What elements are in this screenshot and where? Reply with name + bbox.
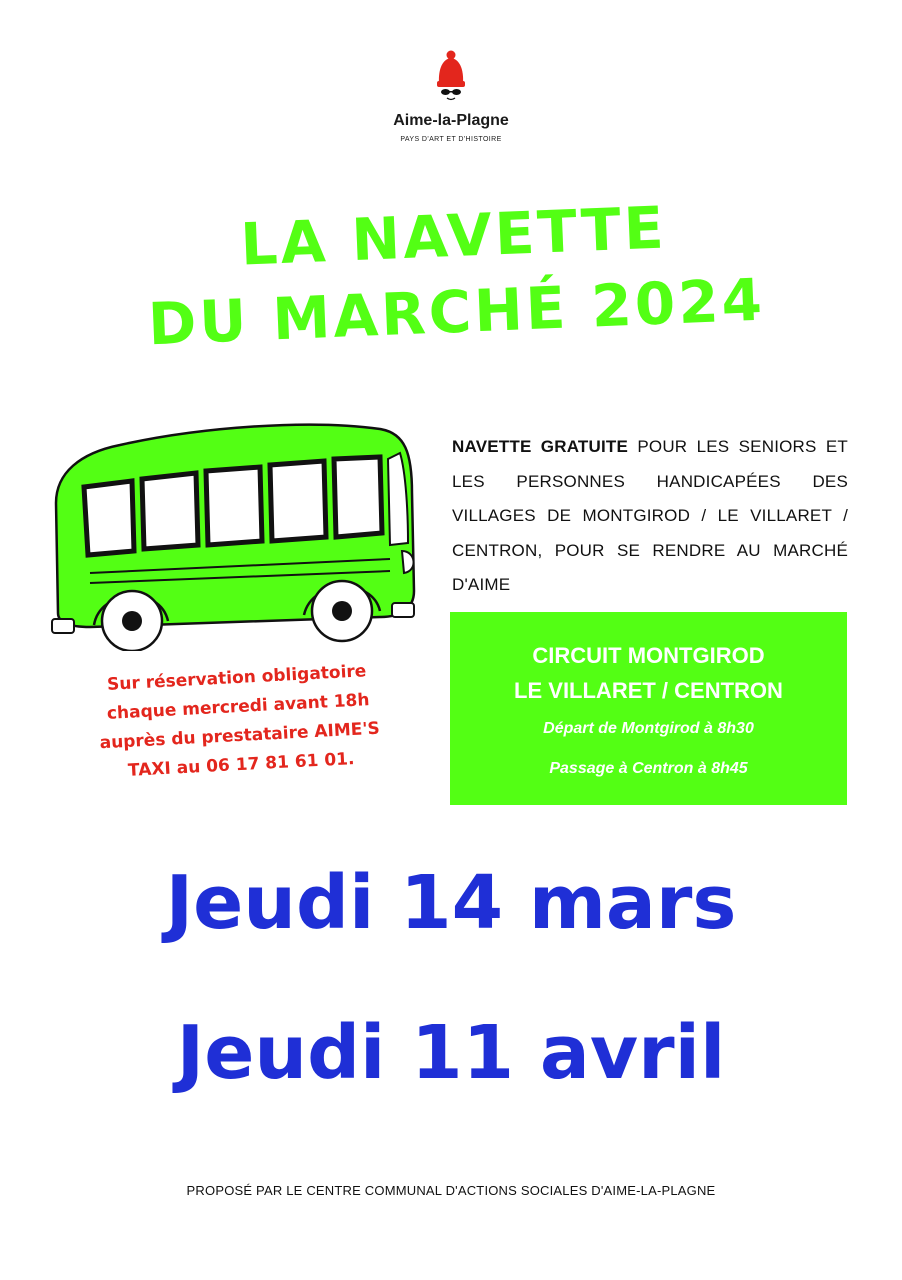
title-line-2: DU MARCHÉ 2024 [146, 265, 767, 359]
logo-tagline: PAYS D'ART ET D'HISTOIRE [400, 136, 502, 143]
poster-title [107, 184, 803, 364]
departure-time: Départ de Montgirod à 8h30 [543, 720, 754, 737]
reservation-line-2: chaque mercredi avant 18h [106, 690, 370, 724]
logo-name: Aime-la-Plagne [393, 112, 509, 129]
date-2: Jeudi 11 avril [176, 1010, 726, 1096]
service-description [452, 430, 848, 603]
reservation-line-1: Sur réservation obligatoire [106, 661, 367, 695]
circuit-title-line-1: CIRCUIT MONTGIROD [532, 643, 765, 668]
passage-time: Passage à Centron à 8h45 [549, 760, 748, 777]
service-description-body: POUR LES SENIORS ET LES PERSONNES HANDICAPÉES DES VILLAGES DE MONTGIROD / LE VILLARET / CENTRON, POUR SE RENDRE AU MARCHÉ D'AIME [452, 437, 848, 594]
green-bus-icon [50, 413, 422, 651]
reservation-line-4: TAXI au 06 17 81 61 01. [127, 749, 355, 781]
logo [371, 50, 531, 150]
footer-credit: PROPOSÉ PAR LE CENTRE COMMUNAL D'ACTIONS SOCIALES D'AIME-LA-PLAGNE [186, 1183, 716, 1198]
reservation-line-3: auprès du prestataire AIME'S [99, 718, 381, 754]
circuit-title-line-2: LE VILLARET / CENTRON [514, 678, 783, 703]
circuit-box [450, 612, 847, 805]
hat-sunglasses-mascot-icon [433, 50, 469, 108]
reservation-notice [75, 656, 403, 789]
circuit-title [450, 638, 847, 708]
date-1: Jeudi 14 mars [165, 860, 737, 946]
service-description-lead: NAVETTE GRATUITE [452, 437, 629, 456]
title-line-1: LA NAVETTE [239, 193, 668, 279]
